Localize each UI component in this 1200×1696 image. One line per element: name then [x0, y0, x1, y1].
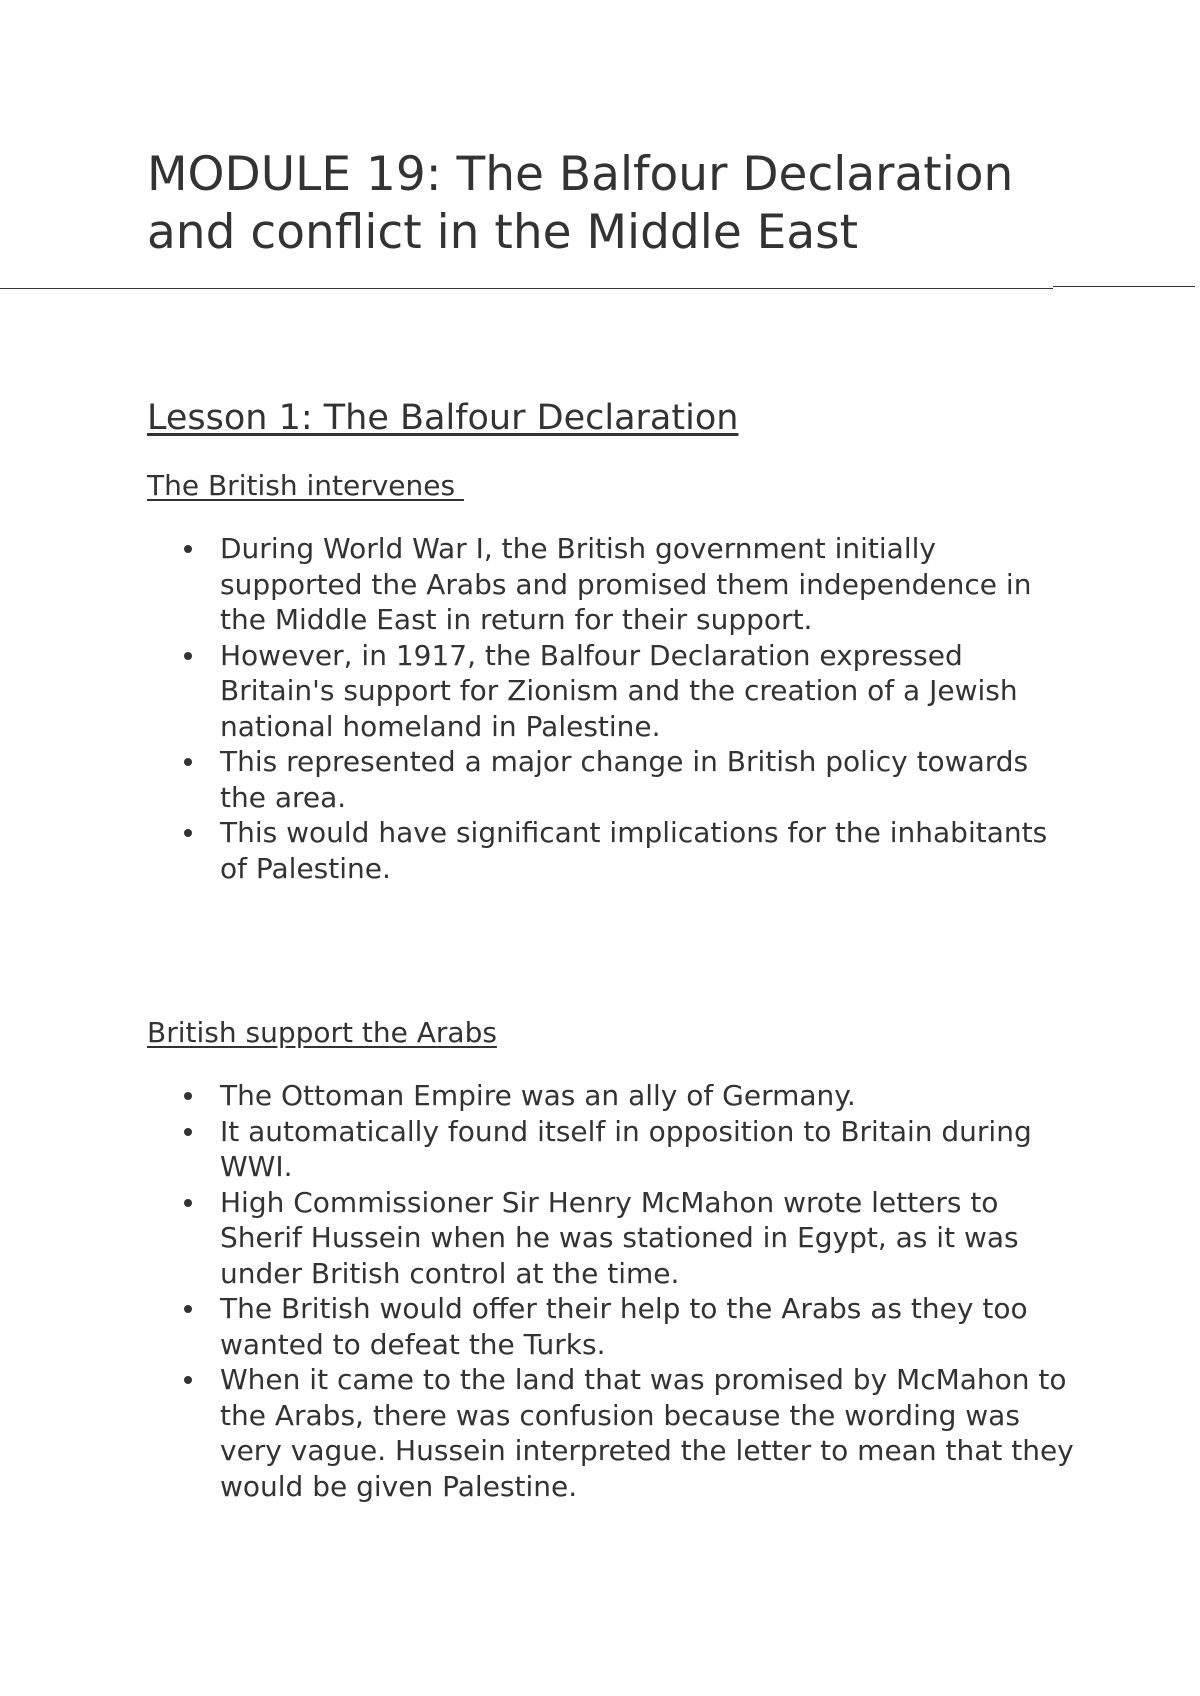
- list-item-text: However, in 1917, the Balfour Declaration expressed Britain's support for Zionism and the creation of a Jewish national homeland in Palestine.: [220, 638, 1018, 743]
- bullet-list-british-intervenes: [180, 531, 1080, 886]
- list-item: [180, 1114, 1080, 1185]
- bullet-list-british-support-arabs: [180, 1078, 1080, 1504]
- list-item-text: When it came to the land that was promised by McMahon to the Arabs, there was confusion because the wording was very vague. Hussein interpreted the letter to mean that they would be given Palestine.: [220, 1363, 1074, 1503]
- section-heading-british-support-arabs: British support the Arabs: [147, 1016, 497, 1049]
- section-heading-british-intervenes: The British intervenes: [147, 469, 464, 502]
- lesson-title: Lesson 1: The Balfour Declaration: [147, 398, 739, 438]
- bullet-icon: [184, 829, 192, 837]
- bullet-icon: [184, 1128, 192, 1136]
- list-item-text: It automatically found itself in opposition to Britain during WWI.: [220, 1114, 1032, 1183]
- title-underline-rule-tail: [1053, 286, 1195, 287]
- bullet-icon: [184, 652, 192, 660]
- list-item-text: This represented a major change in British policy towards the area.: [220, 745, 1029, 814]
- bullet-icon: [184, 1376, 192, 1384]
- list-item: [180, 1291, 1080, 1362]
- module-title: MODULE 19: The Balfour Declaration and conflict in the Middle East: [147, 147, 1014, 260]
- bullet-icon: [184, 545, 192, 553]
- bullet-icon: [184, 1199, 192, 1207]
- bullet-icon: [184, 758, 192, 766]
- bullet-icon: [184, 1092, 192, 1100]
- list-item-text: The British would offer their help to the Arabs as they too wanted to defeat the Turks.: [220, 1292, 1028, 1361]
- list-item: [180, 638, 1080, 745]
- bullet-icon: [184, 1305, 192, 1313]
- title-underline-rule: [0, 288, 1053, 289]
- list-item: [180, 1362, 1080, 1504]
- list-item-text: During World War I, the British government initially supported the Arabs and promised them independence in the Middle East in return for their support.: [220, 532, 1032, 636]
- list-item: [180, 1185, 1080, 1292]
- list-item: [180, 744, 1080, 815]
- list-item: [180, 815, 1080, 886]
- list-item: [180, 531, 1080, 638]
- list-item-text: The Ottoman Empire was an ally of Germany.: [220, 1079, 856, 1112]
- list-item-text: High Commissioner Sir Henry McMahon wrote letters to Sherif Hussein when he was stationed in Egypt, as it was under British control at the time.: [220, 1185, 1019, 1290]
- list-item: [180, 1078, 1080, 1114]
- list-item-text: This would have significant implications for the inhabitants of Palestine.: [220, 816, 1048, 885]
